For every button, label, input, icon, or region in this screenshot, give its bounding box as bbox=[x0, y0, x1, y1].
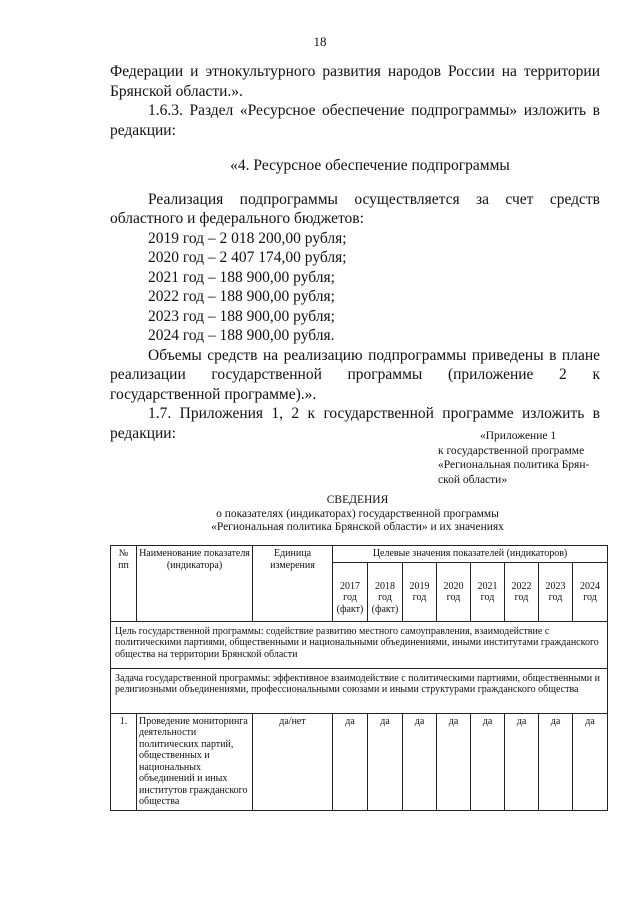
header-num: № пп bbox=[111, 546, 137, 622]
task-text: Задача государственной программы: эффективное взаимодействие с политическими партиями, общественными и религиозными объединениями, профессиональными союзами и иными структурами гражданского общества bbox=[111, 668, 608, 713]
svedeniya-title bbox=[110, 494, 605, 535]
page-number: 18 bbox=[313, 34, 327, 49]
task-row bbox=[111, 668, 608, 713]
header-targets: Целевые значения показателей (индикаторов) bbox=[333, 546, 608, 563]
appendix-line-4: ской области» bbox=[438, 473, 508, 486]
svedeniya-heading: СВЕДЕНИЯ bbox=[326, 494, 389, 506]
volumes-text: Объемы средств на реализацию подпрограммы приведены в плане реализации государственной программы (приложение 2 к государственной программе).». bbox=[110, 346, 600, 403]
document-body bbox=[110, 62, 600, 443]
header-year: 2020 год bbox=[437, 562, 471, 621]
indicators-table bbox=[110, 545, 608, 811]
row-value: да bbox=[333, 713, 368, 810]
row-value: да bbox=[437, 713, 471, 810]
appendix-note bbox=[438, 429, 608, 487]
row-value: да bbox=[368, 713, 403, 810]
header-year: 2018 год (факт) bbox=[368, 562, 403, 621]
item-1-6-3: 1.6.3. Раздел «Ресурсное обеспечение подпрограммы» изложить в редакции: bbox=[110, 102, 600, 139]
row-value: да bbox=[403, 713, 437, 810]
appendix-line-3: «Региональная политика Брян- bbox=[438, 459, 590, 471]
goal-row bbox=[111, 621, 608, 668]
header-year: 2022 год bbox=[505, 562, 539, 621]
row-value: да bbox=[539, 713, 573, 810]
header-year: 2019 год bbox=[403, 562, 437, 621]
row-name: Проведение мониторинга деятельности политических партий, общественных и национальных объединений и иных институтов гражданского общества bbox=[137, 713, 253, 810]
row-value: да bbox=[573, 713, 608, 810]
row-unit: да/нет bbox=[253, 713, 333, 810]
header-unit: Единица измерения bbox=[253, 546, 333, 622]
budget-line-2019: 2019 год – 2 018 200,00 рубля; bbox=[148, 229, 347, 247]
budget-line-2022: 2022 год – 188 900,00 рубля; bbox=[148, 288, 335, 305]
intro-continuation: Федерации и этнокультурного развития народов России на территории Брянской области.». bbox=[110, 63, 600, 100]
svedeniya-line-2: о показателях (индикаторах) государственной программы bbox=[216, 507, 499, 520]
table-row bbox=[111, 713, 608, 810]
header-year: 2017 год (факт) bbox=[333, 562, 368, 621]
header-year: 2024 год bbox=[573, 562, 608, 621]
item-1-7: 1.7. Приложения 1, 2 к государственной программе изложить в редакции: bbox=[110, 405, 600, 442]
header-year: 2023 год bbox=[539, 562, 573, 621]
row-value: да bbox=[505, 713, 539, 810]
appendix-line-1: «Приложение 1 bbox=[480, 430, 557, 442]
budget-line-2024: 2024 год – 188 900,00 рубля. bbox=[148, 327, 335, 344]
funding-intro: Реализация подпрограммы осуществляется за счет средств областного и федерального бюджетов: bbox=[110, 190, 600, 227]
row-num: 1. bbox=[111, 713, 137, 810]
row-value: да bbox=[471, 713, 505, 810]
section-heading: «4. Ресурсное обеспечение подпрограммы bbox=[230, 157, 510, 174]
appendix-line-2: к государственной программе bbox=[438, 444, 585, 457]
budget-line-2020: 2020 год – 2 407 174,00 рубля; bbox=[148, 249, 347, 266]
budget-line-2021: 2021 год – 188 900,00 рубля; bbox=[148, 268, 335, 286]
header-year: 2021 год bbox=[471, 562, 505, 621]
goal-text: Цель государственной программы: содействие развитию местного самоуправления, взаимодействие с политическими партиями, общественными и национальными объединениями, иными институтами гражданского общества на территории Брянской области bbox=[111, 621, 608, 668]
svedeniya-line-3: «Региональная политика Брянской области» и их значениях bbox=[211, 521, 504, 533]
budget-line-2023: 2023 год – 188 900,00 рубля; bbox=[148, 307, 335, 325]
header-name: Наименование показателя (индикатора) bbox=[137, 546, 253, 622]
table-header-row bbox=[111, 546, 608, 563]
